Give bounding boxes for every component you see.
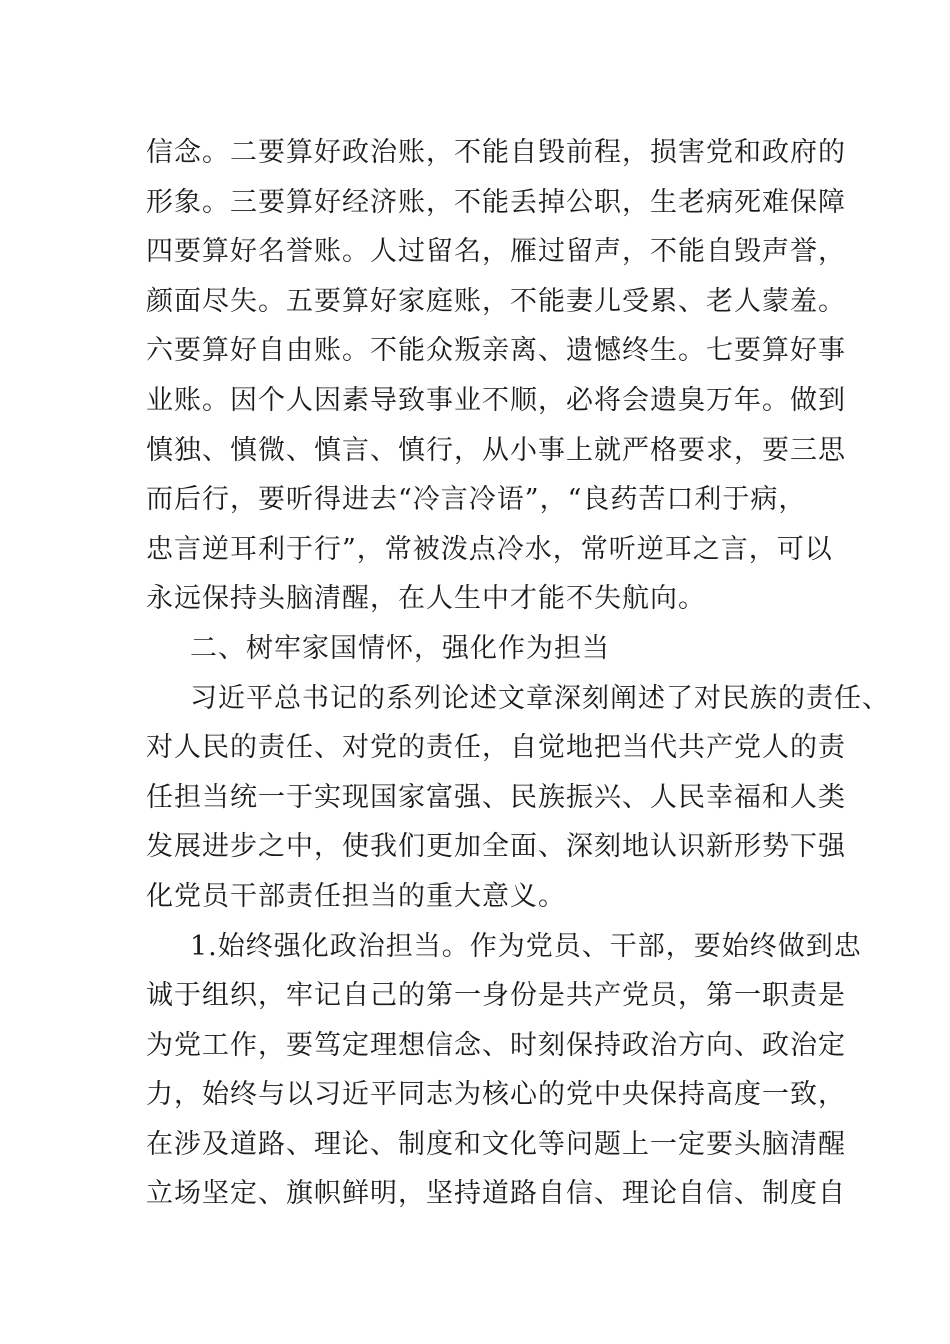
text-line: 形象。三要算好经济账，不能丢掉公职，生老病死难保障: [146, 186, 846, 218]
text-line: 业账。因个人因素导致事业不顺，必将会遗臭万年。做到: [146, 384, 846, 416]
text-line: 颜面尽失。五要算好家庭账，不能妻儿受累、老人蒙羞。: [146, 285, 846, 317]
text-line: 信念。二要算好政治账，不能自毁前程，损害党和政府的: [146, 137, 846, 168]
text-line: 四要算好名誉账。人过留名，雁过留声，不能自毁声誉，: [146, 236, 846, 268]
text-line: 任担当统一于实现国家富强、民族振兴、人民幸福和人类: [146, 781, 846, 813]
body-text: [146, 128, 890, 1219]
numbered-paragraph-start: 1.始终强化政治担当。作为党员、干部，要始终做到忠: [190, 930, 862, 962]
text-line: 永远保持头脑清醒，在人生中才能不失航向。: [146, 583, 706, 615]
text-line: 力，始终与以习近平同志为核心的党中央保持高度一致，: [146, 1079, 846, 1111]
text-line: 立场坚定、旗帜鲜明，坚持道路自信、理论自信、制度自: [146, 1178, 846, 1210]
text-line: 发展进步之中，使我们更加全面、深刻地认识新形势下强: [146, 831, 846, 863]
text-line: 对人民的责任、对党的责任，自觉地把当代共产党人的责: [146, 732, 846, 764]
section-heading: 二、树牢家国情怀，强化作为担当: [190, 632, 610, 664]
text-line: 为党工作，要笃定理想信念、时刻保持政治方向、政治定: [146, 1029, 846, 1061]
text-line: 诚于组织，牢记自己的第一身份是共产党员，第一职责是: [146, 980, 846, 1012]
text-line: 化党员干部责任担当的重大意义。: [146, 880, 566, 912]
text-line: 慎独、慎微、慎言、慎行，从小事上就严格要求，要三思: [146, 434, 846, 466]
text-line: 习近平总书记的系列论述文章深刻阐述了对民族的责任、: [190, 682, 890, 714]
text-line: 忠言逆耳利于行”，常被泼点冷水，常听逆耳之言，可以: [146, 533, 833, 565]
text-line: 在涉及道路、理论、制度和文化等问题上一定要头脑清醒: [146, 1128, 846, 1160]
text-line: 六要算好自由账。不能众叛亲离、遗憾终生。七要算好事: [146, 335, 846, 367]
text-line: 而后行，要听得进去“冷言冷语”，“良药苦口利于病，: [146, 484, 807, 516]
